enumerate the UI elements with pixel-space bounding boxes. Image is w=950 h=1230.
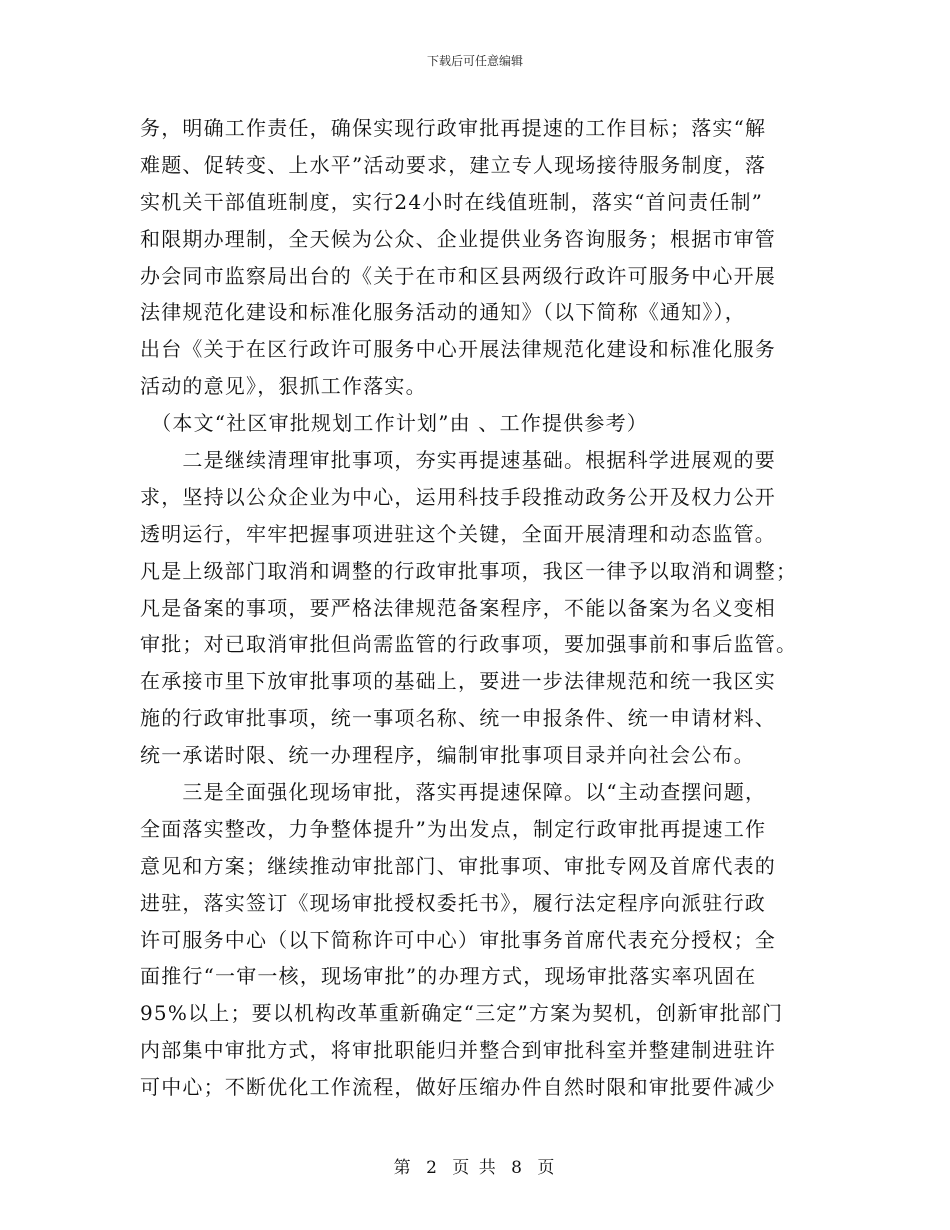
total-pages: 8: [511, 1158, 524, 1178]
text-line: 法律规范化建设和标准化服务活动的通知》（以下简称《通知》），: [140, 300, 746, 325]
footer-middle: 页 共: [452, 1158, 498, 1178]
text-line: 透明运行，牢牢把握事项进驻这个关键，全面开展清理和动态监管。: [140, 521, 776, 546]
paragraph-start-line: 二是继续清理审批事项，夯实再提速基础。根据科学进展观的要: [140, 448, 776, 473]
footer-prefix: 第: [393, 1158, 413, 1178]
text-line: 内部集中审批方式，将审批职能归并整合到审批科室并整建制进驻许: [140, 1038, 776, 1063]
text-line: 出台《关于在区行政许可服务中心开展法律规范化建设和标准化服务: [140, 337, 776, 362]
text-line: 审批；对已取消审批但尚需监管的行政事项，要加强事前和事后监管。: [140, 632, 798, 657]
text-line: 进驻，落实签订《现场审批授权委托书》，履行法定程序向派驻行政: [140, 890, 766, 915]
page-footer: [0, 1158, 950, 1178]
text-line: 凡是备案的事项，要严格法律规范备案程序，不能以备案为名义变相: [140, 595, 776, 620]
page-number: 2: [426, 1158, 439, 1178]
text-line: 办会同市监察局出台的《关于在市和区县两级行政许可服务中心开展: [140, 263, 776, 288]
text-line: 95%以上；要以机构改革重新确定“三定”方案为契机，创新审批部门: [140, 1001, 784, 1026]
footer-suffix: 页: [537, 1158, 557, 1178]
text-line: 统一承诺时限、统一办理程序，编制审批事项目录并向社会公布。: [140, 743, 755, 768]
text-line: 难题、促转变、上水平”活动要求，建立专人现场接待服务制度，落: [140, 152, 767, 177]
text-line: 许可服务中心（以下简称许可中心）审批事务首席代表充分授权；全: [140, 927, 776, 952]
text-line: 全面落实整改，力争整体提升”为出发点，制定行政审批再提速工作: [140, 816, 767, 841]
page-header: 下载后可任意编辑: [426, 54, 523, 68]
text-line: 在承接市里下放审批事项的基础上，要进一步法律规范和统一我区实: [140, 669, 776, 694]
text-line: 求，坚持以公众企业为中心，运用科技手段推动政务公开及权力公开: [140, 484, 776, 509]
text-line: 活动的意见》，狠抓工作落实。: [140, 374, 427, 399]
text-line: 凡是上级部门取消和调整的行政审批事项，我区一律予以取消和调整；: [140, 558, 798, 583]
text-line: 实机关干部值班制度，实行24小时在线值班制，落实“首问责任制”: [140, 189, 764, 214]
text-line: 面推行“一审一核，现场审批”的办理方式，现场审批落实率巩固在: [140, 964, 757, 989]
text-line: 务，明确工作责任，确保实现行政审批再提速的工作目标；落实“解: [140, 116, 767, 140]
text-line: 和限期办理制，全天候为公众、企业提供业务咨询服务；根据市审管: [140, 226, 776, 251]
text-line: 意见和方案；继续推动审批部门、审批事项、审批专网及首席代表的: [140, 853, 776, 878]
source-note-line: （本文“社区审批规划工作计划”由 、工作提供参考）: [140, 411, 649, 436]
text-line: 可中心；不断优化工作流程，做好压缩办件自然时限和审批要件减少: [140, 1075, 776, 1100]
text-line: 施的行政审批事项，统一事项名称、统一申报条件、统一申请材料、: [140, 706, 776, 731]
paragraph-start-line: 三是全面强化现场审批，落实再提速保障。以“主动查摆问题，: [140, 780, 767, 805]
document-body: [140, 110, 810, 1106]
